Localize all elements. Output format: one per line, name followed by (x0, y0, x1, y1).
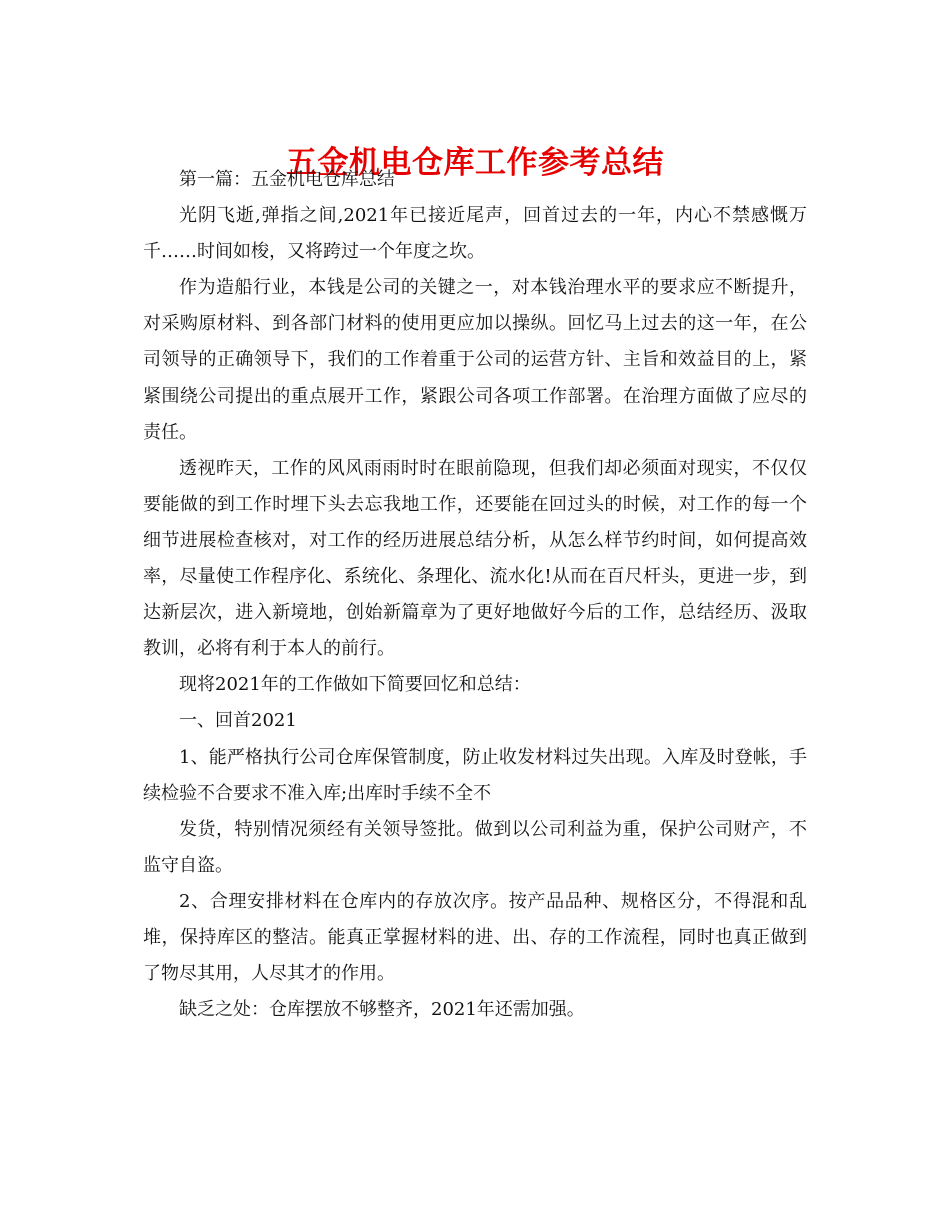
paragraph: 光阴飞逝,弹指之间,2021年已接近尾声，回首过去的一年，内心不禁感慨万千……时间如梭，又将跨过一个年度之坎。 (143, 205, 807, 263)
paragraph: 缺乏之处：仓库摆放不够整齐，2021年还需加强。 (179, 999, 585, 1021)
section-heading: 第一篇：五金机电仓库总结 (179, 169, 395, 190)
paragraph: 作为造船行业，本钱是公司的关键之一，对本钱治理水平的要求应不断提升，对采购原材料、到各部门材料的使用更应加以操纵。回忆马上过去的这一年，在公司领导的正确领导下，我们的工作着重于公司的运营方针、主旨和效益目的上，紧紧围绕公司提出的重点展开工作，紧跟公司各项工作部署。在治理方面做了应尽的责任。 (143, 277, 807, 443)
document-title: 五金机电仓库工作参考总结 (286, 144, 664, 181)
document-body (143, 162, 807, 1028)
section-heading: 一、回首2021 (179, 710, 297, 732)
paragraph: 2、合理安排材料在仓库内的存放次序。按产品品种、规格区分，不得混和乱堆，保持库区的整洁。能真正掌握材料的进、出、存的工作流程，同时也真正做到了物尽其用，人尽其才的作用。 (143, 890, 807, 985)
paragraph: 1、能严格执行公司仓库保管制度，防止收发材料过失出现。入库及时登帐，手续检验不合要求不准入库;出库时手续不全不 (143, 746, 807, 804)
paragraph: 透视昨天，工作的风风雨雨时时在眼前隐现，但我们却必须面对现实，不仅仅要能做的到工作时埋下头去忘我地工作，还要能在回过头的时候，对工作的每一个细节进展检查核对，对工作的经历进展总结分析，从怎么样节约时间，如何提高效率，尽量使工作程序化、系统化、条理化、流水化!从而在百尺杆头，更进一步，到达新层次，进入新境地，创始新篇章为了更好地做好今后的工作，总结经历、汲取教训，必将有利于本人的前行。 (143, 457, 807, 660)
paragraph: 发货，特别情况须经有关领导签批。做到以公司利益为重，保护公司财产，不监守自盗。 (143, 818, 807, 876)
paragraph: 现将2021年的工作做如下简要回忆和总结： (179, 674, 531, 696)
